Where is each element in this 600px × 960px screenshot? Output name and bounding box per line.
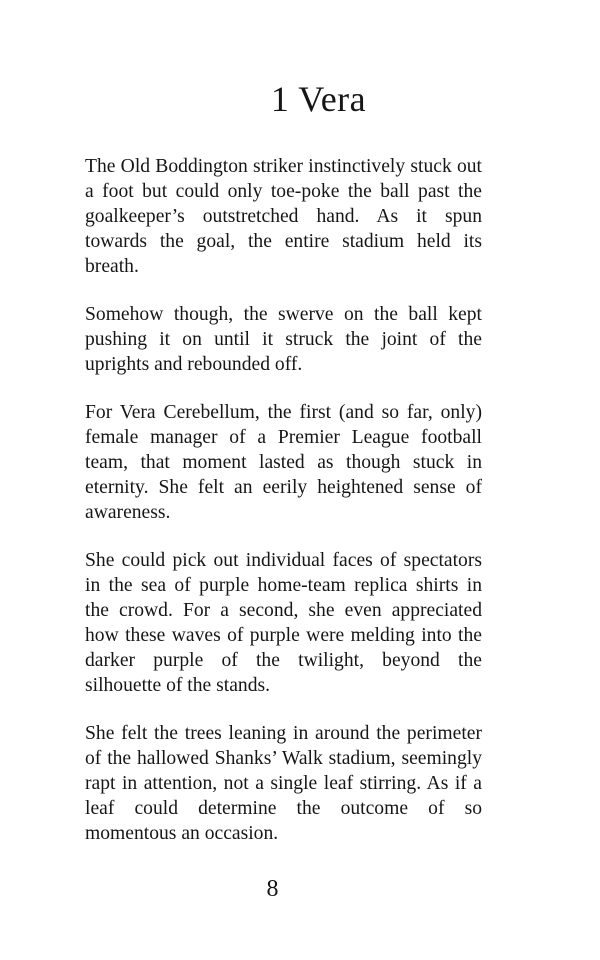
paragraph: For Vera Cerebellum, the first (and so far, only) female manager of a Premier League football team, that moment lasted as though stuck in eternity. She felt an eerily heightened sense of awareness. bbox=[85, 402, 482, 523]
paragraph: She could pick out individual faces of spectators in the sea of purple home-team replica shirts in the crowd. For a second, she even appreciated how these waves of purple were melding into the darker purple of the twilight, beyond the silhouette of the stands. bbox=[85, 550, 482, 696]
paragraph: She felt the trees leaning in around the perimeter of the hallowed Shanks’ Walk stadium, seemingly rapt in attention, not a single leaf stirring. As if a leaf could determine the outcome of so momentous an occasion. bbox=[85, 723, 482, 844]
paragraph: Somehow though, the swerve on the ball kept pushing it on until it struck the joint of the uprights and rebounded off. bbox=[85, 304, 482, 375]
page-number: 8 bbox=[266, 876, 279, 902]
paragraph: The Old Boddington striker instinctively stuck out a foot but could only toe-poke the ball past the goalkeeper’s outstretched hand. As it spun towards the goal, the entire stadium held its breath. bbox=[85, 156, 482, 277]
body-text bbox=[85, 154, 482, 869]
chapter-heading: 1 Vera bbox=[270, 79, 367, 119]
